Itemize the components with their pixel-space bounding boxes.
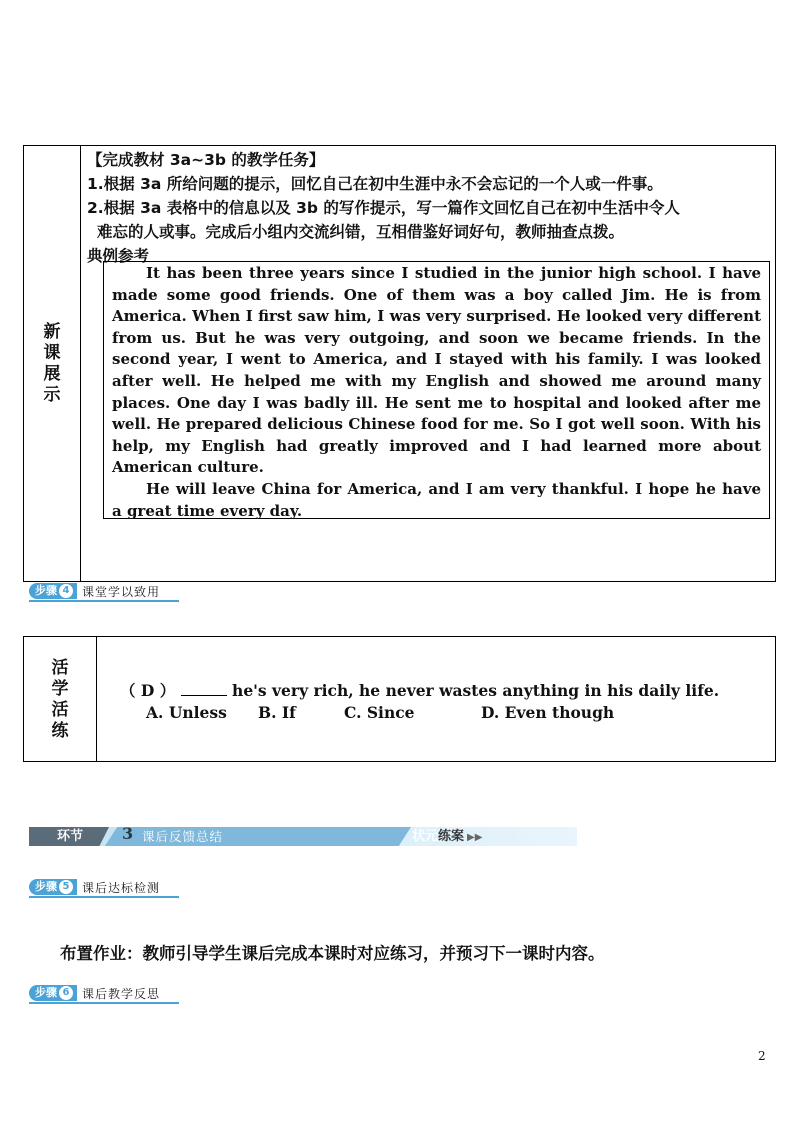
task-2-line-1: 2.根据 3a 表格中的信息以及 3b 的写作提示，写一篇作文回忆自己在初中生活中令人 — [87, 199, 680, 217]
label-char: 新 — [43, 322, 61, 342]
step-badge-label: 步骤 — [35, 584, 57, 597]
new-lesson-table — [23, 145, 776, 582]
question-options — [120, 702, 719, 724]
question-stem — [120, 680, 719, 702]
homework-assignment: 布置作业：教师引导学生课后完成本课时对应练习，并预习下一课时内容。 — [60, 944, 605, 963]
sample-heading: 典例参考 — [87, 247, 150, 265]
option-a: A. Unless — [146, 703, 227, 722]
step-number: 4 — [59, 584, 73, 598]
step-6-header — [29, 985, 160, 1001]
step-underline — [29, 1002, 179, 1004]
step-underline — [29, 600, 179, 602]
banner-title: 课后反馈总结 — [142, 829, 224, 844]
new-lesson-label-cell — [24, 146, 81, 581]
step-title: 课堂学以致用 — [82, 584, 161, 599]
label-char: 学 — [51, 679, 69, 699]
step-badge-label: 步骤 — [35, 880, 57, 893]
step-badge-label: 步骤 — [35, 986, 57, 999]
double-arrow-icon: ▶▶ — [467, 832, 483, 843]
banner-right-light: 状元 — [412, 829, 439, 844]
label-char: 活 — [51, 658, 69, 678]
task-heading: 【完成教材 3a~3b 的教学任务】 — [87, 151, 325, 169]
step-number: 6 — [59, 986, 73, 1000]
step-underline — [29, 896, 179, 898]
step-badge — [29, 879, 77, 895]
banner-right-label — [412, 827, 482, 847]
task-1: 1.根据 3a 所给问题的提示，回忆自己在初中生涯中永不会忘记的一个人或一件事。 — [87, 175, 663, 193]
new-lesson-label — [24, 322, 80, 406]
step-title: 课后教学反思 — [82, 986, 161, 1001]
label-char: 示 — [43, 385, 61, 405]
step-5-header — [29, 879, 160, 895]
sample-paragraph-1: It has been three years since I studied in the junior high school. I have made some good friends. One of them was a boy called Jim. He is from America. When I first saw him, I was very surprised. He looked very different from us. But he was very outgoing, and soon we became friends. In the second year, I went to America, and I stayed with his family. I was looked after well. He helped me with my English and showed me around many places. One day I was badly ill. He sent me to hospital and looked after me well. He prepared delicious Chinese food for me. So I got well soon. With his help, my English had greatly improved and I had learned more about American culture. — [112, 264, 761, 477]
label-char: 练 — [51, 721, 69, 741]
step-4-header — [29, 583, 160, 599]
option-c: C. Since — [344, 703, 415, 722]
practice-table — [23, 636, 776, 762]
option-d: D. Even though — [481, 703, 615, 722]
step-badge — [29, 985, 77, 1001]
answer-bracket: （ D ） — [120, 681, 176, 700]
banner-label: 环节 — [57, 829, 84, 844]
section-banner — [29, 824, 577, 846]
banner-right-dark: 练案 — [438, 829, 465, 844]
sample-paragraph-2: He will leave China for America, and I am very thankful. I hope he have a great time every day. — [112, 479, 761, 520]
task-2-line-2: 难忘的人或事。完成后小组内交流纠错，互相借鉴好词好句，教师抽查点拨。 — [97, 223, 625, 241]
page-number: 2 — [758, 1049, 766, 1063]
answer-blank — [181, 681, 227, 696]
option-b: B. If — [258, 703, 296, 722]
question-text: he's very rich, he never wastes anything in his daily life. — [232, 681, 720, 700]
step-title: 课后达标检测 — [82, 880, 161, 895]
label-char: 课 — [43, 343, 61, 363]
practice-question — [120, 680, 719, 724]
task-instructions — [87, 148, 769, 268]
step-number: 5 — [59, 880, 73, 894]
practice-label — [24, 658, 96, 742]
practice-label-cell — [24, 637, 97, 761]
banner-number: 3 — [122, 824, 134, 843]
step-badge — [29, 583, 77, 599]
sample-essay-box — [103, 261, 770, 519]
label-char: 活 — [51, 700, 69, 720]
label-char: 展 — [43, 364, 61, 384]
